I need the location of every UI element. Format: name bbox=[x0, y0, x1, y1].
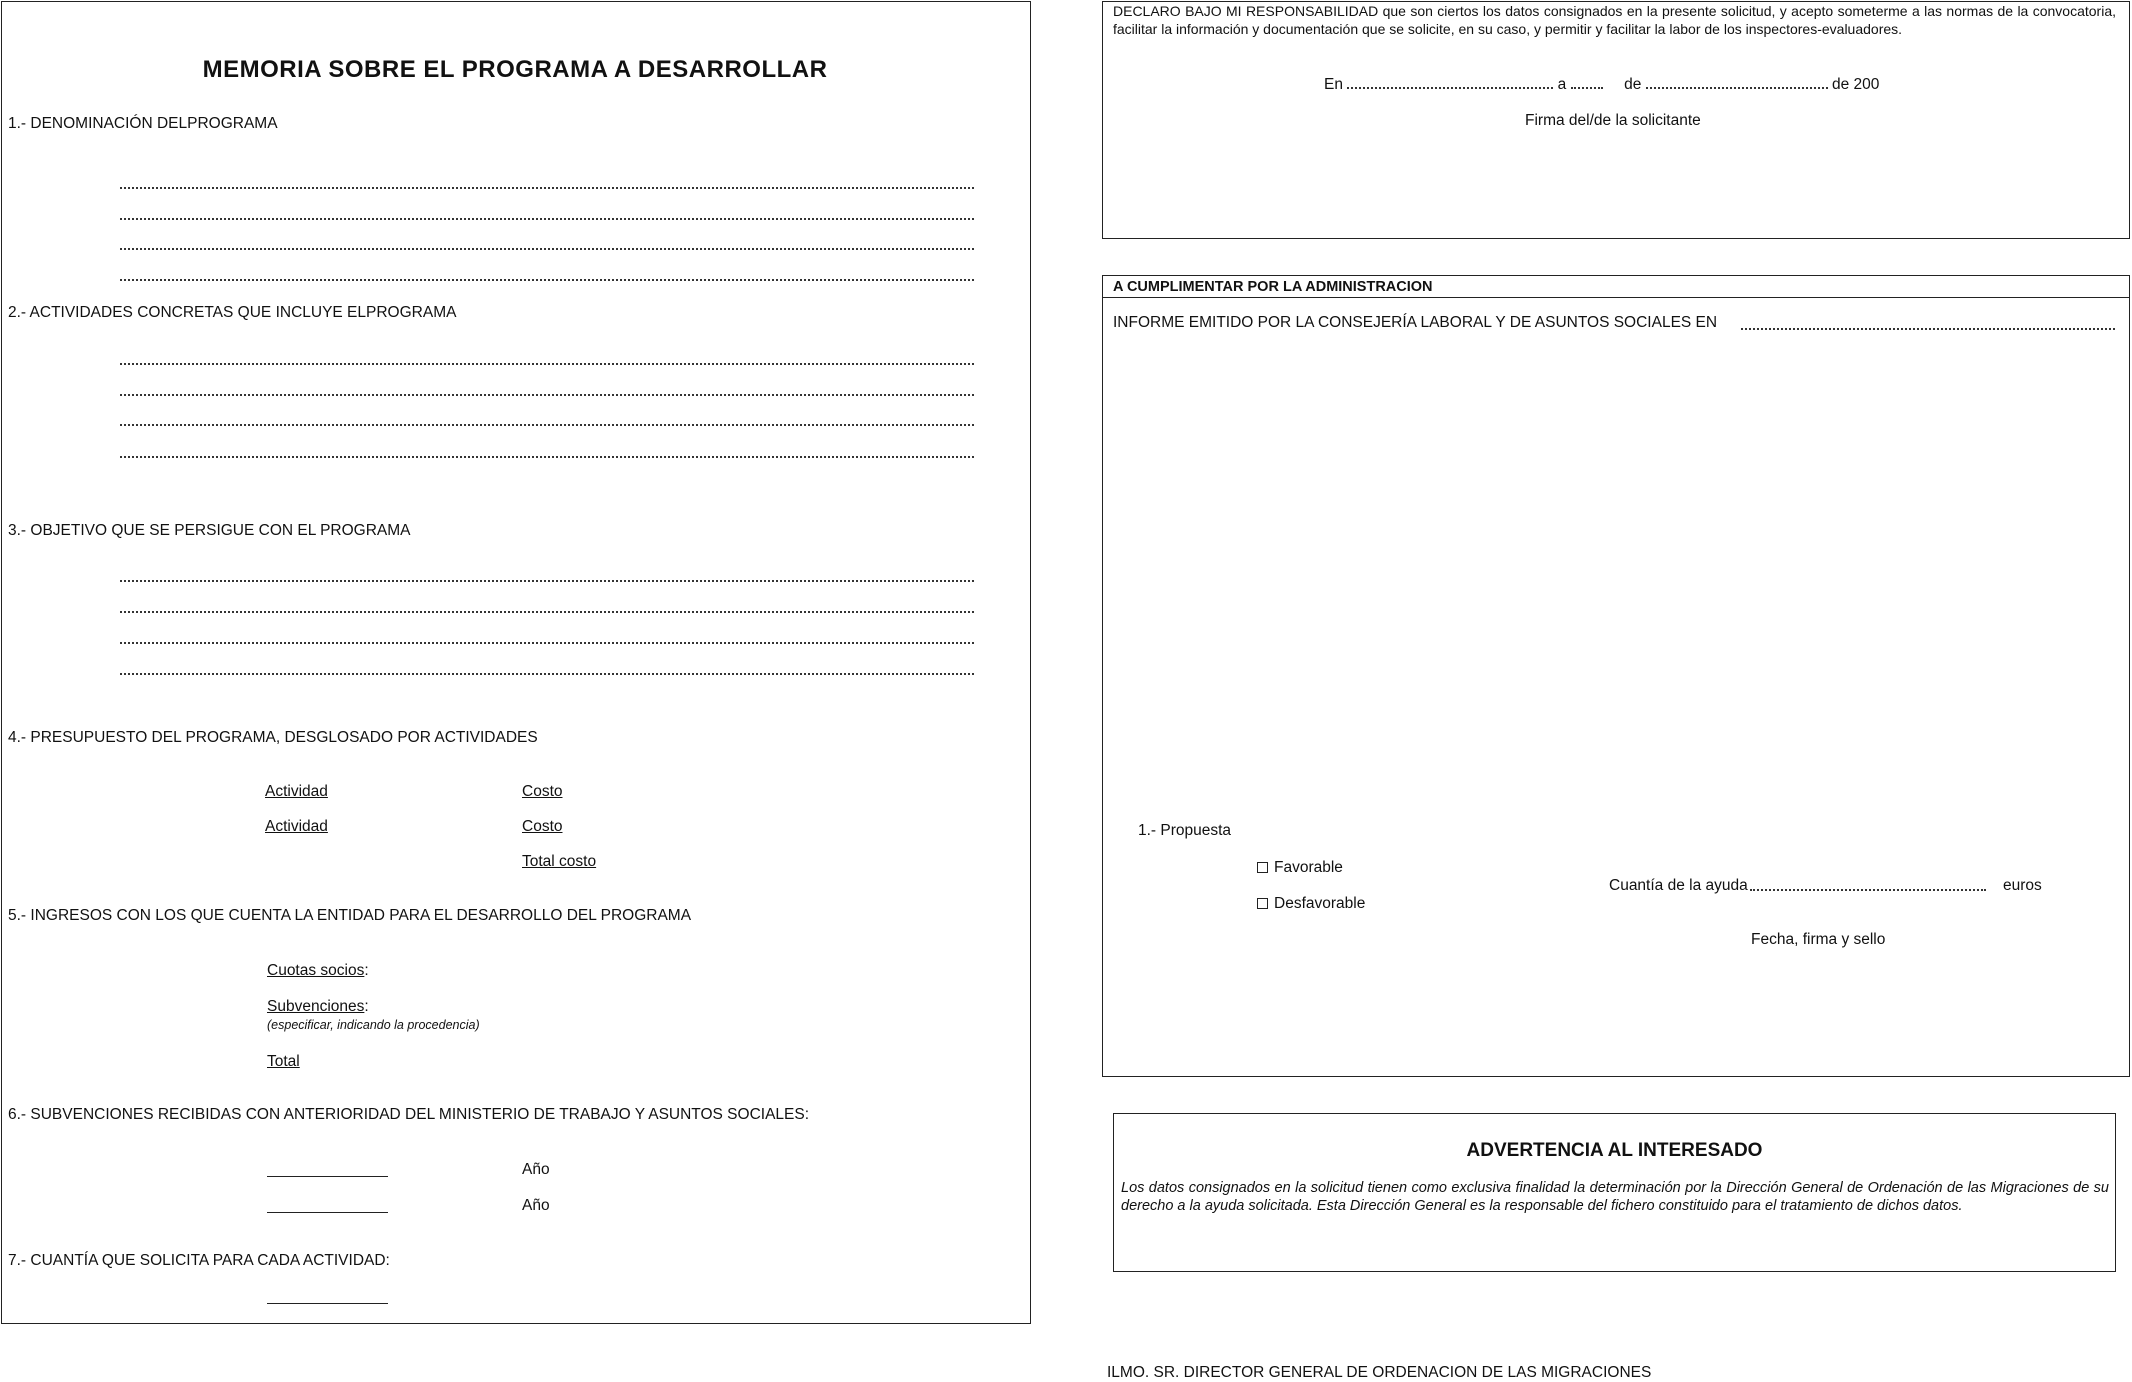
fecha-firma-sello-label: Fecha, firma y sello bbox=[1751, 931, 1886, 948]
informe-label: INFORME EMITIDO POR LA CONSEJERÍA LABORAL Y DE ASUNTOS SOCIALES EN bbox=[1113, 314, 1718, 331]
section-3-line-2[interactable] bbox=[120, 611, 974, 613]
declaracion-text: DECLARO BAJO MI RESPONSABILIDAD que son ciertos los datos consignados en la presente solicitud, y acepto someterme a las normas de la convocatoria, facilitar la información y documentación que se solicite, en su caso, y permitir y facilitar la labor de los inspectores-evaluadores. bbox=[1113, 3, 2116, 37]
section-1-line-1[interactable] bbox=[120, 187, 974, 189]
propuesta-label: 1.- Propuesta bbox=[1138, 822, 1232, 839]
firma-solicitante-label: Firma del/de la solicitante bbox=[1525, 112, 1701, 129]
section-1-heading: 1.- DENOMINACIÓN DELPROGRAMA bbox=[8, 115, 278, 132]
section-2-line-2[interactable] bbox=[120, 394, 974, 396]
section-1-line-2[interactable] bbox=[120, 218, 974, 220]
actividad-1-label: Actividad bbox=[265, 783, 328, 800]
desfavorable-option[interactable]: Desfavorable bbox=[1257, 895, 1365, 913]
section-2-heading: 2.- ACTIVIDADES CONCRETAS QUE INCLUYE ELPROGRAMA bbox=[8, 304, 457, 321]
section-7-heading: 7.- CUANTÍA QUE SOLICITA PARA CADA ACTIVIDAD: bbox=[8, 1252, 390, 1269]
section-3-line-1[interactable] bbox=[120, 580, 974, 582]
section-5-heading: 5.- INGRESOS CON LOS QUE CUENTA LA ENTIDAD PARA EL DESARROLLO DEL PROGRAMA bbox=[8, 907, 692, 924]
cuantia-ayuda-field[interactable] bbox=[1750, 889, 1986, 891]
cuantia-ayuda-label: Cuantía de la ayuda bbox=[1609, 877, 1748, 894]
cuotas-socios-label: Cuotas socios: bbox=[267, 962, 369, 979]
advertencia-text: Los datos consignados en la solicitud tienen como exclusiva finalidad la determinación por la Dirección General de Ordenación de las Migraciones de su derecho a la ayuda solicitada. Esta Dirección General es la responsable del fichero constituido para el tratamiento de dichos datos. bbox=[1121, 1180, 2109, 1214]
subvenciones-note: (especificar, indicando la procedencia) bbox=[267, 1018, 480, 1032]
desfavorable-checkbox[interactable] bbox=[1257, 898, 1268, 909]
informe-location-field[interactable] bbox=[1741, 328, 2115, 330]
administracion-panel bbox=[1102, 275, 2130, 1077]
section-1-line-4[interactable] bbox=[120, 279, 974, 281]
section-2-line-4[interactable] bbox=[120, 456, 974, 458]
mes-field[interactable] bbox=[1646, 75, 1828, 89]
cuantia-blank[interactable] bbox=[267, 1303, 388, 1304]
section-2-line-3[interactable] bbox=[120, 424, 974, 426]
euros-label: euros bbox=[2003, 877, 2042, 894]
memoria-title: MEMORIA SOBRE EL PROGRAMA A DESARROLLAR bbox=[202, 56, 828, 83]
subvencion-1-blank[interactable] bbox=[267, 1176, 388, 1177]
anio-2-label: Año bbox=[522, 1197, 550, 1214]
administracion-header-divider bbox=[1102, 297, 2130, 298]
favorable-checkbox[interactable] bbox=[1257, 862, 1268, 873]
section-2-line-1[interactable] bbox=[120, 363, 974, 365]
section-1-line-3[interactable] bbox=[120, 248, 974, 250]
costo-2-label: Costo bbox=[522, 818, 563, 835]
subvenciones-label: Subvenciones: bbox=[267, 998, 369, 1015]
declaracion-place-date: En a de de 200 bbox=[1324, 76, 1880, 93]
addressee-footer: ILMO. SR. DIRECTOR GENERAL DE ORDENACION DE LAS MIGRACIONES bbox=[1107, 1364, 1652, 1381]
anio-1-label: Año bbox=[522, 1161, 550, 1178]
section-4-heading: 4.- PRESUPUESTO DEL PROGRAMA, DESGLOSADO POR ACTIVIDADES bbox=[8, 729, 538, 746]
section-6-heading: 6.- SUBVENCIONES RECIBIDAS CON ANTERIORIDAD DEL MINISTERIO DE TRABAJO Y ASUNTOS SOCIALES: bbox=[8, 1106, 810, 1123]
administracion-header: A CUMPLIMENTAR POR LA ADMINISTRACION bbox=[1113, 279, 1433, 295]
actividad-2-label: Actividad bbox=[265, 818, 328, 835]
subvencion-2-blank[interactable] bbox=[267, 1212, 388, 1213]
section-3-heading: 3.- OBJETIVO QUE SE PERSIGUE CON EL PROGRAMA bbox=[8, 522, 411, 539]
memoria-panel bbox=[1, 1, 1031, 1324]
costo-1-label: Costo bbox=[522, 783, 563, 800]
advertencia-title: ADVERTENCIA AL INTERESADO bbox=[1466, 1140, 1763, 1161]
favorable-option[interactable]: Favorable bbox=[1257, 859, 1343, 877]
total-ingresos-label: Total bbox=[267, 1053, 300, 1070]
total-costo-label: Total costo bbox=[522, 853, 597, 870]
lugar-field[interactable] bbox=[1347, 75, 1553, 89]
dia-field[interactable] bbox=[1571, 75, 1603, 89]
section-3-line-4[interactable] bbox=[120, 673, 974, 675]
section-3-line-3[interactable] bbox=[120, 642, 974, 644]
